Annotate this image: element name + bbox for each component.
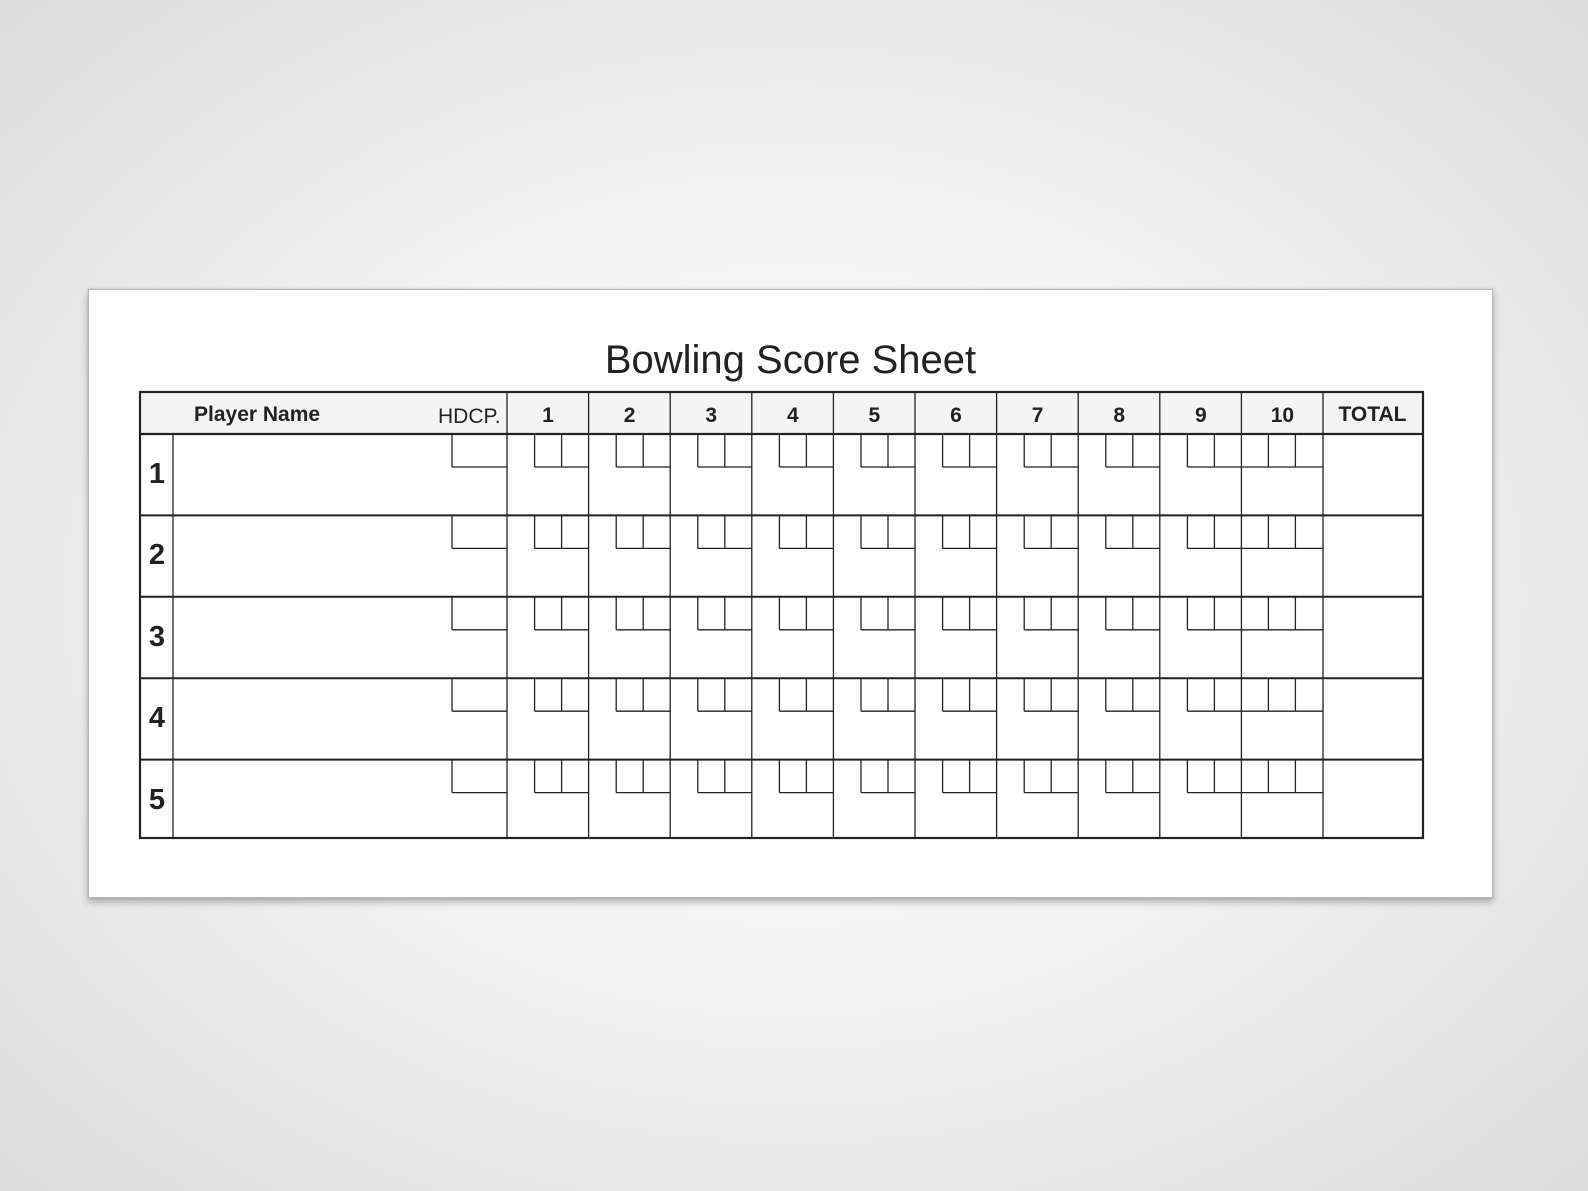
frame-header-8: 8 (1113, 404, 1126, 427)
frame-header-3: 3 (705, 404, 718, 427)
player-name-header: Player Name (194, 403, 321, 426)
frame-header-10: 10 (1270, 404, 1295, 427)
score-sheet (88, 289, 1493, 898)
frame-header-1: 1 (542, 404, 554, 427)
score-grid (89, 290, 1494, 899)
frame-header-5: 5 (868, 404, 881, 427)
row-number-1: 1 (148, 458, 166, 490)
frame-header-6: 6 (950, 404, 962, 427)
frame-header-7: 7 (1031, 404, 1044, 427)
frame-header-2: 2 (623, 404, 636, 427)
total-header: TOTAL (1338, 403, 1407, 426)
row-number-5: 5 (148, 783, 166, 816)
row-number-2: 2 (148, 539, 166, 572)
grid-outer-border (140, 392, 1423, 838)
frame-header-4: 4 (786, 404, 799, 427)
hdcp-header: HDCP. (438, 405, 501, 428)
sheet-title: Bowling Score Sheet (604, 338, 977, 382)
row-number-4: 4 (148, 702, 166, 735)
row-number-3: 3 (148, 620, 166, 653)
frame-header-9: 9 (1194, 404, 1207, 427)
